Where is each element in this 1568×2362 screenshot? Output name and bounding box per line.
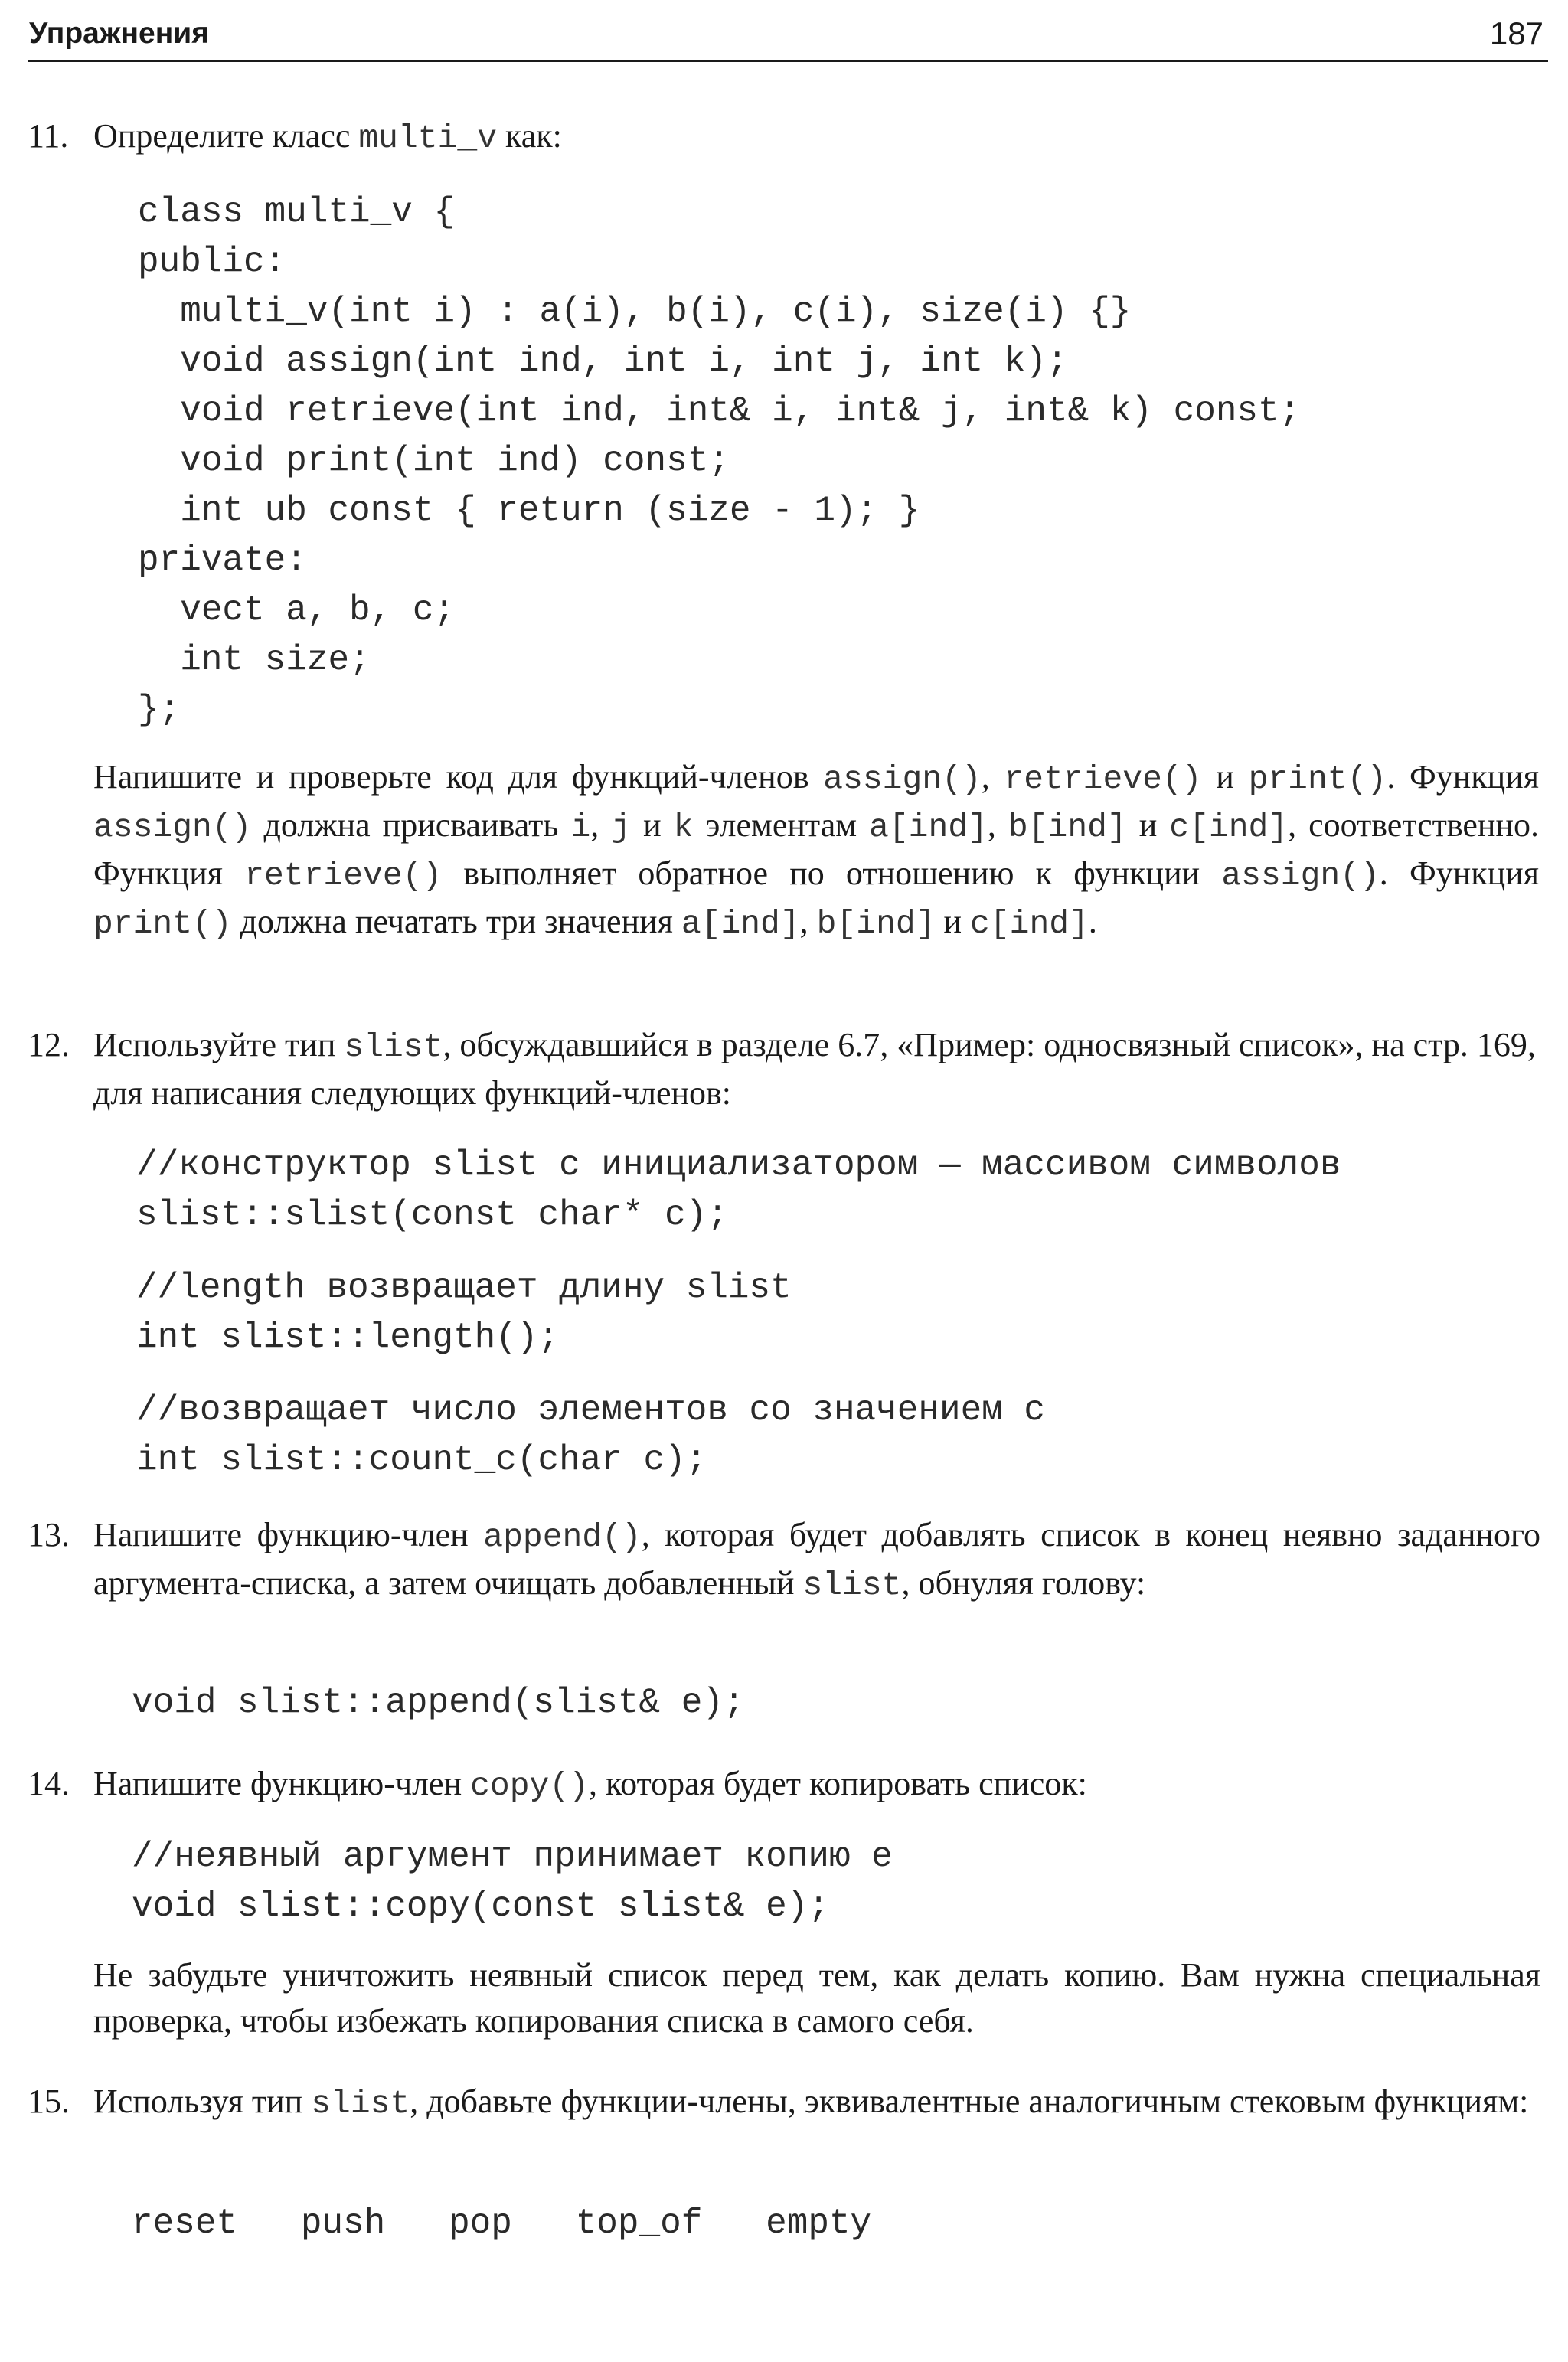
- text-run: , соответственно. Функция: [93, 806, 1539, 892]
- code-line: //length возвращает длину slist: [136, 1268, 792, 1308]
- code-line: void slist::copy(const slist& e);: [132, 1887, 829, 1926]
- inline-code: c[ind]: [1169, 809, 1289, 846]
- text-run: ,: [799, 903, 817, 940]
- exercise-number: 14.: [28, 1765, 70, 1802]
- exercise-number: 15.: [28, 2083, 70, 2120]
- text-run: ,: [590, 806, 612, 844]
- code-block-copy: [132, 1832, 893, 1932]
- text-run: Напишите функцию-член: [93, 1516, 484, 1553]
- inline-code: a[ind]: [681, 905, 800, 943]
- code-block-stack-functions: [132, 2199, 871, 2249]
- text-run: Напишите функцию-член: [93, 1765, 471, 1802]
- code-line: int size;: [138, 640, 371, 680]
- inline-code: a[ind]: [869, 809, 988, 846]
- text-run: , которая будет добавлять список в конец неявно заданного аргумента-списка, а затем очищать добавленный: [93, 1516, 1540, 1602]
- text-run: и: [1201, 758, 1249, 796]
- description-text: [93, 1022, 1540, 1116]
- description-text: [93, 2079, 1540, 2127]
- inline-code: retrieve(): [1004, 760, 1202, 798]
- description-text: [93, 1512, 1540, 1609]
- text-run: Используя тип: [93, 2083, 312, 2120]
- code-line: //конструктор slist с инициализатором — массивом символов: [136, 1145, 1341, 1185]
- code-line: void assign(int ind, int i, int j, int k);: [138, 341, 1068, 381]
- inline-code: j: [611, 809, 632, 846]
- text-run: и: [935, 903, 971, 940]
- code-line: void print(int ind) const;: [138, 441, 730, 481]
- description-text: [93, 1761, 1548, 1809]
- inline-code: slist: [311, 2085, 410, 2122]
- code-block-multi-v: [138, 188, 1300, 735]
- text-run: ,: [987, 806, 1008, 844]
- code-line: public:: [138, 242, 286, 282]
- text-run: и: [631, 806, 674, 844]
- code-line: //неявный аргумент принимает копию e: [132, 1837, 893, 1877]
- text-run: , обнуляя голову:: [901, 1564, 1146, 1602]
- inline-code: print(): [93, 905, 232, 943]
- code-line: int ub const { return (size - 1); }: [138, 491, 920, 531]
- page-number: 187: [1489, 15, 1544, 51]
- code-block-slist-ctor: [136, 1141, 1341, 1240]
- code-line: //возвращает число элементов со значением c: [136, 1390, 1045, 1430]
- text-run: , которая будет копировать список:: [588, 1765, 1087, 1802]
- inline-code: c[ind]: [970, 905, 1089, 943]
- text-run: и: [1126, 806, 1170, 844]
- code-line: class multi_v {: [138, 192, 456, 232]
- inline-code: assign(): [1221, 857, 1380, 894]
- inline-code: copy(): [470, 1767, 589, 1805]
- text-run: ,: [981, 758, 1004, 796]
- text-run: элементам: [693, 806, 870, 844]
- text-run: .: [1088, 903, 1097, 940]
- code-line: vect a, b, c;: [138, 590, 456, 630]
- inline-code: append(): [483, 1518, 642, 1556]
- text-run: должна присваивать: [251, 806, 571, 844]
- text-run: . Функция: [1379, 854, 1539, 892]
- exercise-number: 12.: [28, 1026, 70, 1063]
- code-line: private:: [138, 541, 307, 580]
- exercise-intro: Определите класс multi_v как:: [93, 117, 562, 157]
- description-text: [93, 754, 1539, 947]
- code-block-count-c: [136, 1386, 1045, 1485]
- inline-code: b[ind]: [816, 905, 936, 943]
- code-line: int slist::count_c(char c);: [136, 1440, 707, 1480]
- exercise-number: 11.: [28, 117, 69, 155]
- inline-code: assign(): [823, 760, 982, 798]
- text-run: , обсуждавшийся в разделе 6.7, «Пример: односвязный список», на стр. 169, для написания следующих функций-членов:: [93, 1026, 1536, 1112]
- text-run: Используйте тип: [93, 1026, 345, 1063]
- inline-code: retrieve(): [244, 857, 443, 894]
- exercise-number: 13.: [28, 1516, 70, 1553]
- text-run: , добавьте функции-члены, эквивалентные аналогичным стековым функциям:: [410, 2083, 1529, 2120]
- running-header: [28, 9, 1548, 62]
- inline-code: print(): [1248, 760, 1387, 798]
- inline-code: assign(): [93, 809, 252, 846]
- code-line: slist::slist(const char* c);: [136, 1195, 728, 1235]
- text-run: выполняет обратное по отношению к функции: [442, 854, 1222, 892]
- text-run: . Функция: [1387, 758, 1539, 796]
- inline-code: b[ind]: [1008, 809, 1127, 846]
- code-line: multi_v(int i) : a(i), b(i), c(i), size(i) {}: [138, 292, 1132, 332]
- code-line: };: [138, 690, 181, 730]
- note-text: Не забудьте уничтожить неявный список перед тем, как делать копию. Вам нужна специальная проверка, чтобы избежать копирования списка в самого себя.: [93, 1956, 1540, 2040]
- code-block-append: [132, 1678, 745, 1728]
- inline-code: slist: [802, 1566, 902, 1604]
- inline-code: slist: [344, 1028, 443, 1066]
- text-run: Напишите и проверьте код для функций-членов: [93, 758, 824, 796]
- inline-code: i: [570, 809, 591, 846]
- code-line: void retrieve(int ind, int& i, int& j, int& k) const;: [138, 391, 1301, 431]
- code-block-length: [136, 1263, 792, 1363]
- code-line: void slist::append(slist& e);: [132, 1683, 745, 1723]
- code-line: reset push pop top_of empty: [132, 2204, 872, 2243]
- text-run: должна печатать три значения: [231, 903, 681, 940]
- inline-code: k: [673, 809, 694, 846]
- code-line: int slist::length();: [136, 1318, 560, 1357]
- section-title: Упражнения: [29, 17, 210, 50]
